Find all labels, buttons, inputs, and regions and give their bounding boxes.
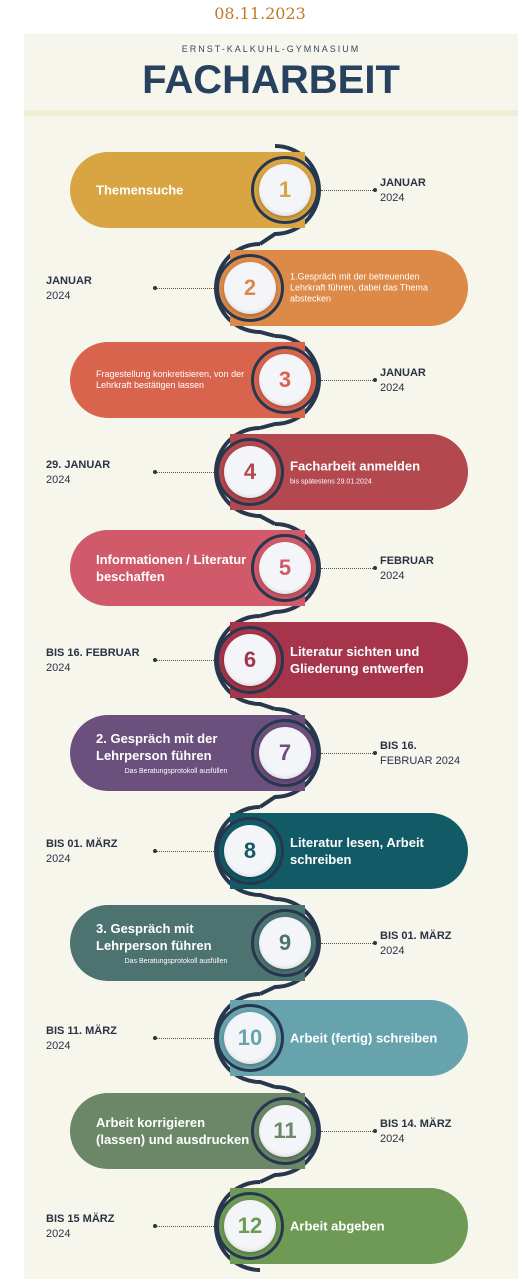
step-text-block — [290, 643, 448, 677]
step-date-line1: BIS 01. MÄRZ — [380, 930, 452, 942]
step-description: 2. Gespräch mit der Lehrperson führen — [96, 731, 218, 763]
date-leader-dot — [373, 566, 377, 570]
step-date-line2: 2024 — [46, 662, 71, 674]
date-leader-line — [155, 660, 214, 661]
step-description: Informationen / Literatur beschaffen — [96, 552, 247, 584]
date-leader-line — [155, 1226, 214, 1227]
step-text-block — [96, 920, 256, 966]
date-leader-dot — [153, 286, 157, 290]
step-date-label — [46, 274, 92, 304]
step-description: 1.Gespräch mit der betreuenden Lehrkraft führen, dabei das Thema abstecken — [290, 271, 428, 304]
date-leader-dot — [373, 378, 377, 382]
date-leader-line — [321, 190, 375, 191]
step-note: Das Beratungsprotokoll ausfüllen — [124, 958, 228, 965]
step-date-line1: FEBRUAR — [380, 555, 434, 567]
date-leader-line — [155, 1038, 214, 1039]
step-date-line1: JANUAR — [380, 177, 426, 189]
page-title: FACHARBEIT — [142, 58, 400, 102]
date-leader-dot — [153, 470, 157, 474]
date-leader-line — [321, 753, 375, 754]
step-number-badge — [216, 1192, 284, 1260]
step-number-badge — [251, 719, 319, 787]
step-date-line2: 2024 — [380, 570, 405, 582]
date-leader-line — [321, 568, 375, 569]
step-text-block — [290, 834, 448, 868]
step-date-line2: 2024 — [380, 192, 405, 204]
step-text-block — [96, 369, 256, 391]
step-date-line1: JANUAR — [46, 275, 92, 287]
step-number-badge — [216, 626, 284, 694]
date-leader-dot — [153, 1036, 157, 1040]
step-text-block — [96, 551, 256, 585]
date-leader-line — [155, 288, 214, 289]
step-date-label — [46, 1212, 114, 1242]
step-date-line1: BIS 16. FEBRUAR — [46, 647, 140, 659]
step-number: 5 — [259, 542, 311, 594]
step-number-badge — [216, 817, 284, 885]
step-note: bis spätestens 29.01.2024 — [290, 478, 372, 486]
step-date-label — [380, 739, 460, 769]
step-date-line2: FEBRUAR 2024 — [380, 755, 461, 767]
step-date-line2: 2024 — [46, 853, 71, 865]
step-number-badge — [251, 346, 319, 414]
step-number-badge — [216, 438, 284, 506]
step-description: Themensuche — [96, 182, 184, 198]
step-text-block — [96, 730, 256, 776]
date-leader-line — [321, 1131, 375, 1132]
step-date-label — [46, 1024, 117, 1054]
step-date-line2: 2024 — [380, 945, 405, 957]
step-description: Fragestellung konkretisieren, von der Lehrkraft bestätigen lassen — [96, 369, 245, 390]
step-number-badge — [251, 534, 319, 602]
step-date-line1: BIS 16. — [380, 740, 417, 752]
step-number-badge — [216, 254, 284, 322]
date-leader-dot — [153, 1224, 157, 1228]
step-text-block — [96, 182, 256, 199]
date-leader-line — [321, 380, 375, 381]
step-number-badge — [251, 909, 319, 977]
step-description: Arbeit (fertig) schreiben — [290, 1030, 438, 1046]
step-date-label — [46, 837, 118, 867]
step-description: Literatur sichten und Gliederung entwerfen — [290, 644, 424, 676]
step-date-line2: 2024 — [46, 1228, 71, 1240]
step-text-block — [290, 1030, 448, 1047]
step-date-label — [380, 176, 426, 206]
step-date-line2: 2024 — [46, 474, 71, 486]
step-number: 12 — [224, 1200, 276, 1252]
step-number: 6 — [224, 634, 276, 686]
date-leader-line — [155, 472, 214, 473]
step-date-line2: 2024 — [46, 290, 71, 302]
step-date-label — [380, 1117, 452, 1147]
step-date-line1: BIS 14. MÄRZ — [380, 1118, 452, 1130]
step-description: Arbeit korrigieren (lassen) und ausdrucken — [96, 1115, 250, 1147]
step-date-label — [380, 366, 426, 396]
step-number: 9 — [259, 917, 311, 969]
date-leader-dot — [373, 751, 377, 755]
date-leader-line — [155, 851, 214, 852]
step-number-badge — [251, 156, 319, 224]
step-description: Facharbeit anmelden — [290, 458, 421, 474]
step-date-line1: 29. JANUAR — [46, 459, 111, 471]
step-date-label — [46, 458, 110, 488]
date-leader-dot — [153, 849, 157, 853]
step-number: 11 — [259, 1105, 311, 1157]
date-leader-dot — [373, 188, 377, 192]
step-date-label — [380, 554, 434, 584]
step-date-line1: BIS 15 MÄRZ — [46, 1213, 115, 1225]
step-date-line2: 2024 — [46, 1040, 71, 1052]
step-number-badge — [216, 1004, 284, 1072]
step-number: 2 — [224, 262, 276, 314]
step-text-block — [290, 272, 448, 305]
step-description: Literatur lesen, Arbeit schreiben — [290, 835, 424, 867]
step-number: 1 — [259, 164, 311, 216]
date-leader-line — [321, 943, 375, 944]
step-number: 7 — [259, 727, 311, 779]
step-date-label — [380, 929, 452, 959]
school-name: ERNST-KALKUHL-GYMNASIUM — [181, 44, 361, 54]
step-date-label — [46, 646, 140, 676]
date-leader-dot — [153, 658, 157, 662]
step-number: 8 — [224, 825, 276, 877]
step-description: Arbeit abgeben — [290, 1218, 385, 1234]
date-leader-dot — [373, 1129, 377, 1133]
step-number-badge — [251, 1097, 319, 1165]
step-text-block — [290, 1218, 448, 1235]
document-date: 08.11.2023 — [214, 4, 306, 23]
step-date-line1: JANUAR — [380, 367, 426, 379]
step-date-line2: 2024 — [380, 1133, 405, 1145]
step-date-line1: BIS 11. MÄRZ — [46, 1025, 117, 1037]
step-description: 3. Gespräch mit Lehrperson führen — [96, 921, 212, 953]
date-leader-dot — [373, 941, 377, 945]
step-number: 10 — [224, 1012, 276, 1064]
step-number: 3 — [259, 354, 311, 406]
step-date-line2: 2024 — [380, 382, 405, 394]
step-text-block — [96, 1114, 256, 1148]
step-text-block — [290, 458, 448, 487]
step-number: 4 — [224, 446, 276, 498]
step-date-line1: BIS 01. MÄRZ — [46, 838, 118, 850]
step-note: Das Beratungsprotokoll ausfüllen — [124, 768, 228, 775]
